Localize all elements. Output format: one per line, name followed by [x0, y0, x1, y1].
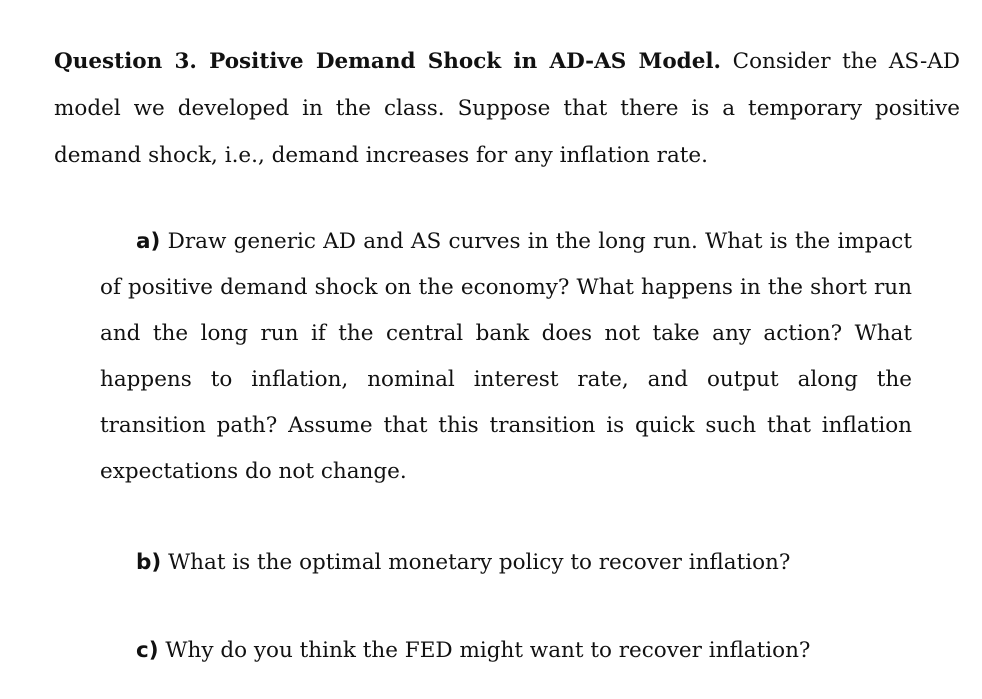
question-intro-paragraph — [54, 38, 960, 179]
part-c-letter: c) — [136, 638, 159, 663]
part-a-text: Draw generic AD and AS curves in the long run. What is the impact of positive demand shock on the economy? What happens in the short run and the long run if the central bank does not take any action? What happens to inflation, nominal interest rate, and output along the transition path? Assume that this transition is quick such that inflation expectations do not change. — [100, 229, 912, 484]
part-c-paragraph — [136, 628, 916, 674]
part-a-letter: a) — [136, 229, 161, 254]
part-c-text: Why do you think the FED might want to recover inflation? — [165, 638, 811, 663]
part-b-paragraph — [136, 540, 916, 586]
question-intro-text: Consider the AS-AD model we developed in the class. Suppose that there is a temporary positive demand shock, i.e., demand increases for any inflation rate. — [54, 49, 960, 168]
question-heading: Question 3. Positive Demand Shock in AD-AS Model. — [54, 49, 722, 74]
part-b-letter: b) — [136, 550, 162, 575]
part-a-paragraph — [100, 219, 912, 495]
part-b-text: What is the optimal monetary policy to recover inflation? — [168, 550, 791, 575]
